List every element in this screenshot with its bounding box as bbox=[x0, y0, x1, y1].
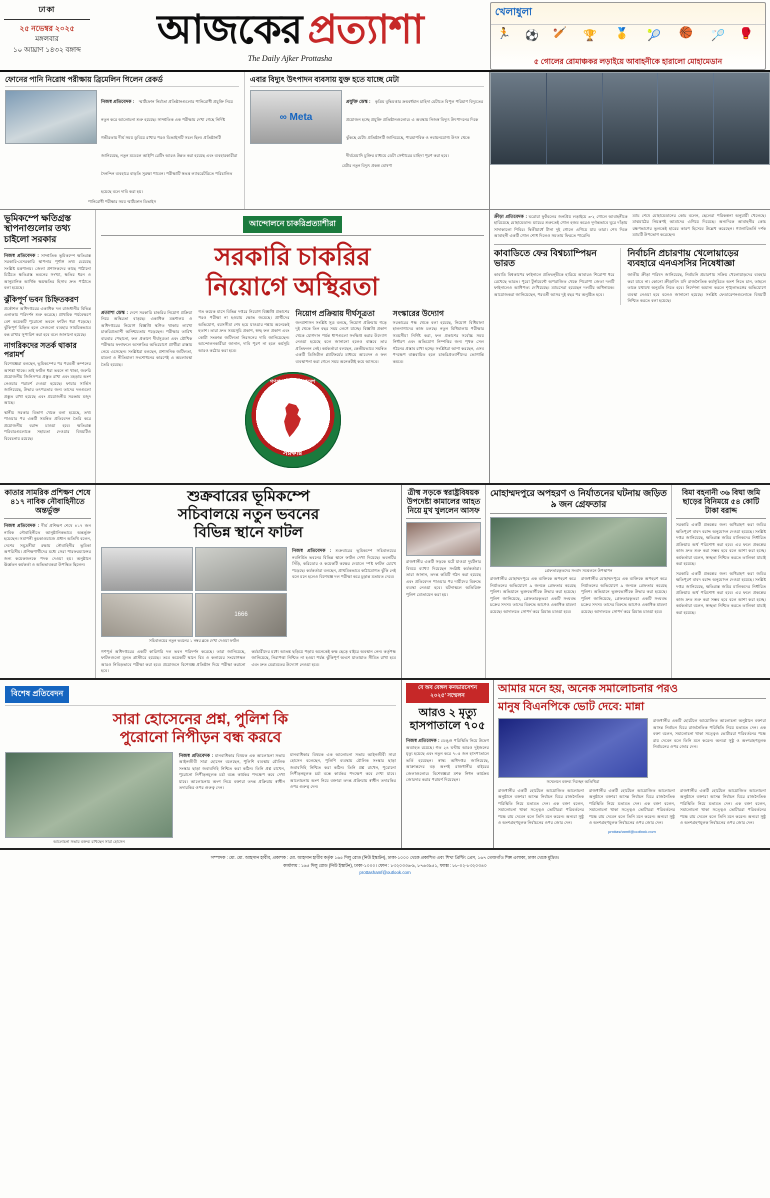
crack-photo-4 bbox=[195, 593, 287, 637]
crack-photo-2 bbox=[195, 547, 287, 591]
mid-center-col-2: গণপূর্ত অধিদপ্তরের একটি কারিগরি দল ভবন পরিদর্শন করেছে। তারা জানিয়েছে, ফাটলগুলো মূলত প্লাস্টারে হয়েছে। তবে কয়েকটি স্থানে বিম ও কলামের সংযোগস্থল আরও নিবিড়ভাবে পরীক্ষা করা হবে। প্রয়োজনে বিশেষজ্ঞ প্রতিষ্ঠান দিয়ে পরীক্ষা করানো হবে। bbox=[101, 648, 246, 674]
sports-news-3-headline[interactable]: নির্বাচনি প্রচারণায় খেলোয়াড়ের ব্যবহারে এনএসসির নিষেধাজ্ঞা bbox=[627, 247, 739, 269]
bottom-right-story[interactable] bbox=[494, 680, 770, 849]
left-column-body-3: বিশেষজ্ঞরা বলছেন, ভূমিকম্পের পর পরবর্তী কম্পনের আশঙ্কা থাকে। তাই ফাটল ধরা ভবনে না থাকা, জরুরি প্রয়োজনীয় জিনিসপত্র প্রস্তুত রাখা এবং মহড়ায় অংশ নেওয়ার পরামর্শ দেওয়া হয়েছে। ফায়ার সার্ভিস জানিয়েছে, উদ্ধার তৎপরতার জন্য তাদের দলগুলো প্রস্তুত রাখা হয়েছে এবং প্রয়োজনীয় সরঞ্জাম মজুদ আছে। bbox=[4, 361, 91, 406]
lead-story bbox=[96, 210, 490, 484]
bottom-left-body-a: মানবাধিকার বিষয়ক এক আলোচনা সভায় আইনজীবী সারা হোসেন বলেছেন, পুলিশি ব্যবস্থায় মৌলিক সংস্কার ছাড়া জবাবদিহি নিশ্চিত করা কঠিন। তিনি প্রশ্ন রাখেন, পুরোনো নিপীড়নমূলক চর্চা বন্ধে কার্যকর পদক্ষেপ কবে দেখা যাবে। আলোচনায় অংশ নিয়ে বক্তারা তদন্ত প্রক্রিয়ায় স্বাধীন তদারকির ওপর গুরুত্ব দেন। bbox=[179, 752, 285, 791]
lead-col-3-body: জনপ্রশাসন সংশ্লিষ্ট সূত্র বলছে, নিয়োগ প্রক্রিয়ায় গড়ে দুই থেকে তিন বছর সময় লেগে যাচ্ছে। বিজ্ঞপ্তি প্রকাশ থেকে যোগদান পর্যন্ত ধাপগুলো সংক্ষিপ্ত করার উদ্যোগ নেওয়া হয়েছে বলে জানানো হলেও বাস্তবে তার প্রতিফলন নেই। কর্মকর্তারা বলছেন, কেন্দ্রীয়ভাবে সমন্বিত একটি ডিজিটাল প্ল্যাটফর্মের মাধ্যমে আবেদন ও ফল ব্যবস্থাপনা করা গেলে সময় অনেকটাই কমে আসবে। bbox=[295, 319, 387, 364]
mid-right-2-headline[interactable]: মোহাম্মদপুরে অপহরণ ও নির্যাতনের ঘটনায় জড়িত ৯ জন গ্রেফতার bbox=[490, 488, 667, 514]
crack-photo-3 bbox=[101, 593, 193, 637]
mid-right-3-headline[interactable]: বিমা বহনানী ৩৬ বিঘা জমি ছাড়ের বিনিময়ে ৫৪ কোটি টাকা বরাদ্দ bbox=[676, 488, 766, 519]
sports-teaser-label: খেলাধুলা bbox=[491, 3, 765, 25]
bottom-center-badge-wrap bbox=[406, 683, 489, 703]
bangladesh-map-icon bbox=[278, 403, 308, 437]
bottom-right-headline-1[interactable]: আমার মনে হয়, অনেক সমালোচনার পরও bbox=[498, 683, 766, 699]
lead-headline-line-2[interactable]: নিয়োগে অস্থিরতা bbox=[206, 272, 379, 301]
mid-right-3-body: সরকারি একটি প্রকল্পের জন্য অধিগ্রহণ করা জমির ক্ষতিপূরণ বাবদ বরাদ্দ অনুমোদন দেওয়া হয়েছে। সংশ্লিষ্ট দপ্তর জানিয়েছে, ক্ষতিগ্রস্ত জমির মালিকদের নির্ধারিত প্রক্রিয়ায় অর্থ পরিশোধ করা হবে। এর ফলে প্রকল্পের কাজ দ্রুত শুরু করা সম্ভব হবে বলে আশা করা হচ্ছে। কর্মকর্তারা বলেন, স্বচ্ছতা নিশ্চিত করতে তালিকা যাচাই করা হয়েছে। bbox=[676, 522, 766, 567]
bottom-right-website[interactable]: prottashamfi@outlook.com bbox=[608, 828, 656, 834]
bottom-right-photo-block bbox=[498, 718, 648, 786]
mid-center-text-1 bbox=[292, 547, 396, 645]
bottom-center-headline-1[interactable]: আরও ২ মৃত্যু bbox=[418, 706, 477, 719]
football-icon: ⚽ bbox=[525, 30, 539, 42]
newspaper-logo bbox=[157, 7, 423, 52]
sports-col-1 bbox=[494, 213, 628, 240]
bottom-left-badge-wrap bbox=[5, 683, 396, 706]
basketball-icon: 🏀 bbox=[679, 27, 693, 39]
bottom-right-body: রাজধানীর একটি হোটেলে আয়োজিত আলোচনা অনুষ্ঠানে বক্তারা আসন্ন নির্বাচন ঘিরে রাজনৈতিক পরিস্থিতি নিয়ে মতামত দেন। এক বক্তা বলেন, সমালোচনা থাকা সত্ত্বেও ভোটাররা পরিবর্তনের পক্ষে রায় দেবেন বলে তিনি মনে করেন। অন্যরা সুষ্ঠু ও অংশগ্রহণমূলক নির্বাচনের ওপর জোর দেন। bbox=[653, 718, 766, 750]
sports-news-2[interactable] bbox=[494, 248, 614, 305]
mid-center-col-3: কর্মচারীদের মধ্যে আতঙ্ক ছড়িয়ে পড়ায় অনেকেই কক্ষ ছেড়ে বাইরে অবস্থান নেন। কর্তৃপক্ষ জানিয়েছে, নিরাপত্তা নিশ্চিত না হওয়া পর্যন্ত ঝুঁকিপূর্ণ অংশে যাতায়াত সীমিত রাখা হবে এবং দ্রুত মেরামতের উদ্যোগ নেওয়া হবে। bbox=[251, 648, 396, 667]
edition-city: ঢাকা bbox=[4, 4, 90, 20]
left-column-sub-2: নাগরিকদের সতর্ক থাকার পরামর্শ bbox=[4, 341, 77, 360]
left-column-body-1: সাম্প্রতিক ভূমিকম্পে ক্ষতিগ্রস্ত সরকারি-বেসরকারি স্থাপনার পূর্ণাঙ্গ তথ্য চেয়েছে সংশ্লিষ্ট মন্ত্রণালয়। জেলা প্রশাসকদের কাছে পাঠানো চিঠিতে ক্ষতিগ্রস্ত ভবনের সংখ্যা, ক্ষতির ধরন ও আনুমানিক আর্থিক ক্ষয়ক্ষতির হিসাব দ্রুত পাঠাতে বলা হয়েছে। bbox=[4, 252, 91, 291]
conference-badge: বে অব বেঙ্গল কনভারসেশন ২০২৫' সম্মেলন bbox=[406, 683, 489, 703]
footer-email[interactable]: prottashamf@outlook.com bbox=[359, 870, 411, 876]
sports-teaser-headline[interactable]: ৫ গোলের রোমাঞ্চকর লড়াইয়ে আবাহনীকে হারালো মোহামেডান bbox=[533, 56, 723, 66]
bottom-right-photo bbox=[498, 718, 648, 778]
top-section bbox=[0, 72, 770, 210]
publication-date: ২৫ নভেম্বর ২০২৫ bbox=[19, 24, 75, 33]
mid-right-2-photo bbox=[490, 517, 667, 567]
tennis-icon: 🎾 bbox=[647, 30, 661, 42]
mid-center-headline-3[interactable]: বিভিন্ন স্থানে ফাটল bbox=[194, 524, 303, 542]
left-column bbox=[0, 210, 96, 484]
mid-right-1-photo bbox=[406, 522, 481, 556]
lead-col-3 bbox=[296, 309, 387, 369]
bottom-right-content bbox=[498, 718, 766, 786]
bottom-right-body-b: রাজধানীর একটি হোটেলে আয়োজিত আলোচনা অনুষ্ঠানে বক্তারা আসন্ন নির্বাচন ঘিরে রাজনৈতিক পরিস্থিতি নিয়ে মতামত দেন। এক বক্তা বলেন, সমালোচনা থাকা সত্ত্বেও ভোটাররা পরিবর্তনের পক্ষে রায় দেবেন বলে তিনি মনে করেন। অন্যরা সুষ্ঠু ও অংশগ্রহণমূলক নির্বাচনের ওপর জোর দেন। bbox=[498, 787, 584, 826]
bottom-right-headline-2[interactable]: মানুষ বিএনপিকে ভোট দেবে: মান্না bbox=[498, 700, 645, 713]
lead-col-1-body: দেশে সরকারি চাকরির নিয়োগ প্রক্রিয়া নিয়ে অস্থিরতা বাড়ছে। একাধিক মন্ত্রণালয় ও অধিদপ্তরের নিয়োগ বিজ্ঞপ্তি স্থগিত থাকায় লাখো চাকরিপ্রত্যাশী অনিশ্চয়তায় পড়েছেন। পরীক্ষার তারিখ বারবার পেছানো, ফল প্রকাশে দীর্ঘসূত্রতা এবং মৌখিক পরীক্ষার ফলাফলে অসঙ্গতির অভিযোগে প্রার্থীরা রাস্তায় নেমে এসেছেন। সংশ্লিষ্টরা বলছেন, প্রশাসনিক জটিলতা, মামলা ও নীতিমালা সংশোধনের কারণেই এ অচলাবস্থা তৈরি হয়েছে। bbox=[101, 309, 193, 367]
sports-byline: ক্রীড়া প্রতিবেদক : bbox=[494, 213, 527, 219]
boxing-icon: 🥊 bbox=[739, 28, 753, 40]
lead-col-4 bbox=[393, 309, 484, 369]
brief-1-photo bbox=[5, 90, 97, 144]
brief-card-2[interactable] bbox=[245, 72, 489, 209]
sports-teaser-decoration bbox=[491, 25, 765, 56]
sports-divider bbox=[494, 244, 766, 245]
lead-headline-line-1[interactable]: সরকারি চাকরির bbox=[214, 242, 371, 271]
mid-center-headline-1[interactable]: শুক্রবারের ভূমিকম্পে bbox=[187, 488, 310, 506]
mid-right-2-cols bbox=[490, 576, 667, 615]
govt-seal-icon bbox=[245, 372, 341, 468]
masthead-dateblock bbox=[4, 2, 90, 70]
sports-news-2-headline[interactable]: কাবাডিতে ফের বিশ্বচ্যাম্পিয়ন ভারত bbox=[494, 247, 597, 269]
bottom-left-content bbox=[5, 752, 396, 846]
bottom-left-headline-1[interactable]: সারা হোসেনের প্রশ্ন, পুলিশ কি bbox=[112, 710, 289, 728]
brief-2-caption: মেটার নতুন বিদ্যুৎ প্রকল্প ঘোষণা bbox=[341, 163, 393, 168]
bottom-left-body-b: মানবাধিকার বিষয়ক এক আলোচনা সভায় আইনজীবী সারা হোসেন বলেছেন, পুলিশি ব্যবস্থায় মৌলিক সংস্কার ছাড়া জবাবদিহি নিশ্চিত করা কঠিন। তিনি প্রশ্ন রাখেন, পুরোনো নিপীড়নমূলক চর্চা বন্ধে কার্যকর পদক্ষেপ কবে দেখা যাবে। আলোচনায় অংশ নিয়ে বক্তারা তদন্ত প্রক্রিয়ায় স্বাধীন তদারকির ওপর গুরুত্ব দেন। bbox=[290, 751, 396, 790]
newspaper-tagline: The Daily Ajker Prottasha bbox=[247, 53, 333, 63]
sports-main-photo-block bbox=[490, 72, 770, 209]
seal-top-text: গণপ্রজাতন্ত্রী বাংলাদেশ bbox=[269, 379, 316, 386]
lead-col-4-body: সরকারের পক্ষ থেকে বলা হয়েছে, নিয়োগ বিধিমালা হালনাগাদের কাজ চলছে। নতুন বিধিমালায় পরীক্ষার সময়সীমা নির্দিষ্ট করা, ফল প্রকাশের সর্বোচ্চ সময় নির্ধারণ এবং অভিযোগ নিষ্পত্তির জন্য পৃথক সেল গঠনের প্রস্তাব রাখা হচ্ছে। সংশ্লিষ্টরা আশা করছেন, এসব পদক্ষেপ বাস্তবায়িত হলে চাকরিপ্রত্যাশীদের ভোগান্তি কমবে। bbox=[392, 319, 484, 364]
mid-center-caption: সচিবালয়ের নতুন ভবনের ১ নম্বর ব্লকে দেখা দেওয়া ফাটল bbox=[149, 638, 239, 644]
left-column-sub-1: ঝুঁকিপূর্ণ ভবন চিহ্নিতকরণ bbox=[4, 294, 79, 304]
left-column-byline: নিজস্ব প্রতিবেদক : bbox=[4, 252, 39, 258]
sports-photo-players bbox=[491, 73, 769, 164]
lead-seal-wrap bbox=[101, 372, 484, 480]
bottom-center-body: ডেঙ্গু পরিস্থিতি নিয়ে উদ্বেগ অব্যাহত রয়েছে। গত ২৪ ঘণ্টায় আরও দুইজনের মৃত্যু হয়েছে এবং নতুন করে ৭০৫ জন হাসপাতালে ভর্তি হয়েছেন। স্বাস্থ্য অধিদপ্তর জানিয়েছে, আক্রান্তদের বড় অংশই রাজধানীর বাইরের জেলাগুলোর। বিশেষজ্ঞরা মশক নিধন কার্যক্রম জোরদার করার পরামর্শ দিয়েছেন। bbox=[406, 738, 490, 783]
lead-kicker: আন্দোলনে চাকরিপ্রত্যাশীরা bbox=[243, 216, 342, 233]
mid-right-story-2[interactable] bbox=[486, 485, 672, 678]
bottom-right-body-d: রাজধানীর একটি হোটেলে আয়োজিত আলোচনা অনুষ্ঠানে বক্তারা আসন্ন নির্বাচন ঘিরে রাজনৈতিক পরিস্থিতি নিয়ে মতামত দেন। এক বক্তা বলেন, সমালোচনা থাকা সত্ত্বেও ভোটাররা পরিবর্তনের পক্ষে রায় দেবেন বলে তিনি মনে করেন। অন্যরা সুষ্ঠু ও অংশগ্রহণমূলক নির্বাচনের ওপর জোর দেন। bbox=[680, 787, 766, 826]
bottom-left-byline: নিজস্ব প্রতিবেদক : bbox=[179, 752, 214, 758]
sports-top-cols bbox=[494, 213, 766, 240]
mid-right-1-headline[interactable]: ত্রীষ্ম সড়কে স্বরাষ্ট্রবিষয়ক উপদেষ্টা কামালের আহত নিয়ে মুখ খুললেন আসফ bbox=[406, 488, 481, 519]
bottom-center-headline-2[interactable]: হাসপাতালে ৭০৫ bbox=[409, 719, 486, 732]
brief-2-body: কৃত্রিম বুদ্ধিমত্তার ক্রমবর্ধমান চাহিদা মেটাতে বিপুল পরিমাণ বিদ্যুতের প্রয়োজন হচ্ছে প্রযুক্তি প্রতিষ্ঠানগুলোর। এ অবস্থায় নিজস্ব বিদ্যুৎ উৎপাদনের দিকে ঝুঁকছে মেটা। প্রতিষ্ঠানটি জানিয়েছে, পারমাণবিক ও নবায়নযোগ্য উৎস থেকে দীর্ঘমেয়াদি চুক্তির মাধ্যমে ডেটা সেন্টারের চাহিদা পূরণ করা হবে। bbox=[346, 99, 484, 158]
sports-main-photo bbox=[490, 72, 770, 165]
footer-line-1: সম্পাদক : মো. মো. আহসান হাবীব, প্রকাশক : মো. আহসান হাবীব কর্তৃক ১৬৫ দিলু রোড (নিউ ইস্কাটন), ঢাকা-১০০০ থেকে প্রকাশিত এবং শিখা প্রিন্টিং প্রেস, ১৬৭ তেজগাঁও শিল্প এলাকা, ঢাকা থেকে মুদ্রিত। bbox=[210, 855, 560, 861]
brief-1-caption: পানিরোধী পরীক্ষার সময় স্মার্টফোন ডিভাইস bbox=[87, 199, 157, 204]
page-footer bbox=[0, 848, 770, 880]
mid-right-2-body-a: রাজধানীর মোহাম্মদপুরে এক ব্যক্তিকে অপহরণ করে নির্যাতনের অভিযোগে ৯ জনকে গ্রেফতার করেছে পুলিশ। অভিযানে ভুক্তভোগীকে উদ্ধার করা হয়েছে। পুলিশ জানিয়েছে, গ্রেফতারকৃতরা একটি সংঘবদ্ধ চক্রের সদস্য। তাদের বিরুদ্ধে আগেও একাধিক মামলা রয়েছে। আদালতে সোপর্দ করে রিমান্ড চাওয়া হবে। bbox=[490, 576, 576, 614]
lead-col-1-byline: প্রত্যাশা ডেস্ক : bbox=[101, 309, 129, 315]
mid-center-text-cols bbox=[101, 649, 396, 675]
lead-kicker-wrap bbox=[101, 213, 484, 236]
mid-right-1-body: রাজধানীর একটি সড়কে ঘটে যাওয়া দুর্ঘটনার বিষয়ে ব্যাখ্যা দিয়েছেন সংশ্লিষ্ট কর্মকর্তারা। তারা জানান, তদন্ত কমিটি গঠন করা হয়েছে এবং প্রতিবেদন পাওয়ার পর দায়ীদের বিরুদ্ধে ব্যবস্থা নেওয়া হবে। ঘটনাস্থলে অতিরিক্ত পুলিশ মোতায়েন করা হয়। bbox=[406, 559, 481, 597]
sports-news-2-body: কাবাডি বিশ্বকাপের ফাইনালে প্রতিদ্বন্দ্বীকে হারিয়ে আবারও শিরোপা ধরে রেখেছে ভারত। পুরো টুর্নামেন্টে অপরাজিত থেকে শিরোপা জেতা দলটি ফাইনালেও আধিপত্য দেখিয়েছে। ম্যাচসেরা হয়েছেন দলটির অধিনায়ক। আয়োজকরা জানিয়েছেন, পরবর্তী আসর দুই বছর পর অনুষ্ঠিত হবে। bbox=[494, 272, 615, 297]
mid-right-story-3[interactable] bbox=[672, 485, 770, 678]
sports-teaser-box[interactable] bbox=[490, 2, 766, 70]
bottom-section bbox=[0, 678, 770, 849]
bottom-right-body-c: রাজধানীর একটি হোটেলে আয়োজিত আলোচনা অনুষ্ঠানে বক্তারা আসন্ন নির্বাচন ঘিরে রাজনৈতিক পরিস্থিতি নিয়ে মতামত দেন। এক বক্তা বলেন, সমালোচনা থাকা সত্ত্বেও ভোটাররা পরিবর্তনের পক্ষে রায় দেবেন বলে তিনি মনে করেন। অন্যরা সুষ্ঠু ও অংশগ্রহণমূলক নির্বাচনের ওপর জোর দেন। bbox=[589, 787, 675, 826]
brief-2-photo bbox=[250, 90, 342, 144]
meta-logo-icon: ∞ Meta bbox=[279, 111, 313, 123]
bottom-left-photo-block bbox=[5, 752, 173, 846]
mid-right-3-body-2: সরকারি একটি প্রকল্পের জন্য অধিগ্রহণ করা জমির ক্ষতিপূরণ বাবদ বরাদ্দ অনুমোদন দেওয়া হয়েছে। সংশ্লিষ্ট দপ্তর জানিয়েছে, ক্ষতিগ্রস্ত জমির মালিকদের নির্ধারিত প্রক্রিয়ায় অর্থ পরিশোধ করা হবে। এর ফলে প্রকল্পের কাজ দ্রুত শুরু করা সম্ভব হবে বলে আশা করা হচ্ছে। কর্মকর্তারা বলেন, স্বচ্ছতা নিশ্চিত করতে তালিকা যাচাই করা হয়েছে। bbox=[676, 570, 766, 615]
bottom-center-byline: নিজস্ব প্রতিবেদক : bbox=[406, 738, 440, 744]
sports-col-2-body: ম্যাচ শেষে মোহামেডানের কোচ বলেন, ছেলেরা পরিকল্পনা অনুযায়ী খেলেছে। মাঝমাঠের নিয়ন্ত্রণই আমাদের এগিয়ে দিয়েছে। অন্যদিকে আবাহনীর কোচ রক্ষণভাগের ভুলকেই হারের কারণ হিসেবে উল্লেখ করেছেন। গ্যালারিভর্তি দর্শক ম্যাচটি উপভোগ করেছেন। bbox=[632, 212, 766, 238]
brief-1-headline[interactable]: ফোনের পানি নিরোধ পরীক্ষায় ব্রিমেলিন গিলেন রেকর্ড bbox=[5, 75, 239, 87]
left-column-body-4: স্থানীয় সরকার বিভাগ থেকে বলা হয়েছে, তথ্য পাওয়ার পর একটি সমন্বিত প্রতিবেদন তৈরি করে প্রয়োজনীয় বরাদ্দ চাওয়া হবে। ক্ষতিগ্রস্ত পরিবারগুলোকে সহায়তা দেওয়ার বিষয়টিও বিবেচনায় রয়েছে। bbox=[4, 409, 91, 441]
bottom-left-text-cols bbox=[179, 752, 396, 846]
badminton-icon: 🏸 bbox=[711, 30, 725, 42]
sports-news-3[interactable] bbox=[620, 248, 766, 305]
mid-center-col-1: শুক্রবারের ভূমিকম্পে সচিবালয়ের নবনির্মিত ভবনের বিভিন্ন স্থানে ফাটল দেখা দিয়েছে। ভবনটির সিঁড়ি, করিডোর ও কয়েকটি কক্ষের দেয়ালে স্পষ্ট ফাটল চোখে পড়েছে। কর্মকর্তারা বলছেন, প্রাথমিকভাবে কাঠামোগত ঝুঁকি নেই বলে মনে হলেও বিশেষজ্ঞ দল পরীক্ষা করে চূড়ান্ত মতামত দেবে। bbox=[292, 548, 396, 580]
brief-1-byline: নিজস্ব প্রতিবেদক : bbox=[101, 99, 135, 104]
brief-2-headline[interactable]: এবার বিদ্যুৎ উৎপাদন ব্যবসায় যুক্ত হতে যাচ্ছে মেটা bbox=[250, 75, 484, 87]
bottom-right-extra-cols bbox=[498, 788, 766, 827]
footer-line-2: কার্যালয় : ১৬৫ দিলু রোড (নিউ ইস্কাটন), ঢাকা-১০০০। ফোন : ৮৩২০৩৩৬-৯, ৮৭৬৩৯৫১, ফ্যাক্স : ৮৮-০২-৮৩২০৩৪০ bbox=[283, 862, 487, 868]
seal-bottom-text: সরকার bbox=[282, 450, 303, 458]
trophy-icon: 🏆 bbox=[583, 30, 597, 42]
sports-col-2 bbox=[633, 213, 767, 240]
mid-right-2-body-b: রাজধানীর মোহাম্মদপুরে এক ব্যক্তিকে অপহরণ করে নির্যাতনের অভিযোগে ৯ জনকে গ্রেফতার করেছে পুলিশ। অভিযানে ভুক্তভোগীকে উদ্ধার করা হয়েছে। পুলিশ জানিয়েছে, গ্রেফতারকৃতরা একটি সংঘবদ্ধ চক্রের সদস্য। তাদের বিরুদ্ধে আগেও একাধিক মামলা রয়েছে। আদালতে সোপর্দ করে রিমান্ড চাওয়া হবে। bbox=[581, 576, 667, 614]
mid-left-byline: নিজস্ব প্রতিবেদক : bbox=[4, 523, 40, 529]
bottom-left-headline-2[interactable]: পুরোনো নিপীড়ন বন্ধ করবে bbox=[119, 728, 282, 746]
cricket-icon: 🏏 bbox=[553, 27, 567, 39]
lead-col-4-sub: সংস্কারের উদ্যোগ bbox=[392, 308, 444, 318]
publication-date-bangla: ১০ আঘ্রাণ ১৪৩২ বঙ্গাব্দ bbox=[13, 47, 81, 55]
mid-left-headline[interactable]: কাতার সামরিক প্রশিক্ষণ শেষে ৪১৭ নাবিক নৌবাহিনীতে অন্তর্ভুক্ত bbox=[4, 488, 91, 519]
left-column-body-2: প্রকৌশল অধিদপ্তরের একাধিক দল রাজধানীর বিভিন্ন এলাকায় পরিদর্শন শুরু করেছে। প্রাথমিক পর্যবেক্ষণে বেশ কয়েকটি পুরোনো ভবনে ফাটল ধরা পড়েছে। ঝুঁকিপূর্ণ চিহ্নিত হলে সেগুলো ব্যবহার সাময়িকভাবে বন্ধ রাখার সুপারিশ করা হবে বলে জানানো হয়েছে। bbox=[4, 305, 91, 337]
lead-col-2 bbox=[198, 309, 289, 369]
arrested-persons-row bbox=[491, 527, 496, 565]
lead-columns bbox=[101, 309, 484, 369]
mid-left-body: দীর্ঘ প্রশিক্ষণ শেষে ৪১৭ জন নাবিক নৌবাহিনীতে আনুষ্ঠানিকভাবে অন্তর্ভুক্ত হয়েছেন। সমাপনী কুচকাওয়াজে প্রধান অতিথি বলেন, দেশের সমুদ্রসীমা রক্ষায় নৌবাহিনীর ভূমিকা অপরিসীম। প্রশিক্ষণার্থীদের মধ্যে সেরা পারফরম্যান্সের জন্য কয়েকজনকে পদক দেওয়া হয়। অনুষ্ঠানে ঊর্ধ্বতন কর্মকর্তা ও অভিভাবকরা উপস্থিত ছিলেন। bbox=[4, 523, 92, 568]
mid-center-headline-2[interactable]: সচিবালয়ে নতুন ভবনের bbox=[177, 506, 320, 524]
bottom-left-caption: আলোচনা সভায় বক্তব্য রাখছেন সারা হোসেন bbox=[53, 838, 125, 844]
top-briefs bbox=[0, 72, 490, 209]
brief-card-1[interactable] bbox=[0, 72, 245, 209]
mid-left-story[interactable] bbox=[0, 485, 96, 678]
runner-icon: 🏃 bbox=[497, 28, 511, 40]
lead-col-1 bbox=[101, 309, 192, 369]
logo-word-1: আজকের bbox=[157, 7, 302, 52]
bottom-left-photo bbox=[5, 752, 173, 838]
mid-section bbox=[0, 483, 770, 678]
sports-news-3-body: জাতীয় ক্রীড়া পরিষদ জানিয়েছে, নির্বাচনি প্রচারণায় সক্রিয় খেলোয়াড়দের ব্যবহার করা যাবে না। কোনো ক্রীড়াবিদ যদি রাজনৈতিক কর্মসূচিতে অংশ নিতে চান, তাহলে তাকে যথাযথ অনুমতি নিতে হবে। নির্দেশনা অমান্য করলে শৃঙ্খলাভঙ্গের অভিযোগে ব্যবস্থা নেওয়া হবে বলেও জানানো হয়েছে। সংশ্লিষ্ট ফেডারেশনগুলোকে বিষয়টি নিশ্চিত করতে বলা হয়েছে। bbox=[627, 272, 766, 304]
sports-bottom-cols bbox=[494, 248, 766, 305]
mid-center-photo-block bbox=[101, 547, 287, 645]
sports-column bbox=[490, 210, 770, 484]
medal-icon: 🥇 bbox=[615, 28, 629, 40]
bottom-right-caption: সম্মেলনে বক্তব্য দিচ্ছেন অতিথিরা bbox=[546, 779, 600, 785]
mid-center-content bbox=[101, 547, 396, 645]
bottom-center-story[interactable] bbox=[402, 680, 494, 849]
room-number-label: 1666 bbox=[234, 612, 248, 619]
special-report-badge: বিশেষ প্রতিবেদন bbox=[5, 686, 69, 703]
publication-weekday: মঙ্গলবার bbox=[35, 36, 59, 44]
brief-2-byline: প্রযুক্তি ডেস্ক : bbox=[346, 99, 371, 104]
lead-col-2-body: গত কয়েক মাসে বিভিন্ন দপ্তরে নিয়োগ বিজ্ঞপ্তি প্রকাশের পরও পরীক্ষা না হওয়ায় ক্ষোভ জমেছে। প্রার্থীদের অভিযোগ, বয়সসীমা শেষ হয়ে যাওয়ার শঙ্কায় অনেকেই হতাশ। তারা দ্রুত সময়সূচি প্রকাশ, স্বচ্ছ ফল প্রকাশ এবং কোটা সংক্রান্ত জটিলতা নিরসনের দাবি জানিয়েছেন। আন্দোলনকারীরা জানান, দাবি পূরণ না হলে কর্মসূচি আরও কঠোর করা হবে। bbox=[198, 308, 290, 353]
left-column-headline[interactable]: ভূমিকম্পে ক্ষতিগ্রস্ত স্থাপনাগুলোর তথ্য চাইলো সরকার bbox=[4, 213, 91, 249]
masthead bbox=[0, 0, 770, 72]
main-body bbox=[0, 210, 770, 484]
masthead-title-block bbox=[90, 2, 490, 70]
bottom-left-feature[interactable] bbox=[0, 680, 402, 849]
mid-right-story-1[interactable] bbox=[402, 485, 486, 678]
sports-col-1-body: ঘরোয়া ফুটবলের জনপ্রিয় লড়াইয়ে ৩-২ গোলে আবাহনীকে হারিয়েছে মোহামেডান। ম্যাচের শুরুতেই গোল হজম করেও দুর্দান্তভাবে ঘুরে দাঁড়ায় সাদাকালো শিবির। দ্বিতীয়ার্ধে টানা দুই গোলে এগিয়ে যায় তারা। শেষ দিকে আবাহনী একটি গোল শোধ দিলেও সমতায় ফিরতে পারেনি। bbox=[494, 213, 628, 239]
logo-word-2: প্রত্যাশা bbox=[307, 7, 423, 52]
mid-center-byline: নিজস্ব প্রতিবেদক : bbox=[292, 548, 332, 554]
brief-1-body: স্মার্টফোন নির্মাতা প্রতিষ্ঠানগুলোর পানিরোধী প্রযুক্তি নিয়ে নতুন করে আলোচনা শুরু হয়েছে। সাম্প্রতিক এক পরীক্ষায় দেখা গেছে নির্দিষ্ট গভীরতায় দীর্ঘ সময় ডুবিয়ে রাখার পরও ডিভাইসটি সচল ছিল। প্রতিষ্ঠানটি জানিয়েছে, নতুন মডেলে আইপি রেটিং আরও উন্নত করা হয়েছে এবং ব্যবহারকারীরা দৈনন্দিন ব্যবহারে বাড়তি সুরক্ষা পাবেন। পরীক্ষাটি স্বতন্ত্র ল্যাবরেটরিতে পরিচালিত হয়েছে বলে দাবি করা হয়। bbox=[101, 99, 238, 194]
mid-right-2-caption: গ্রেফতারকৃতদের সংবাদ সম্মেলনে উপস্থাপন bbox=[544, 567, 613, 573]
lead-col-3-sub: নিয়োগ প্রক্রিয়ায় দীর্ঘসূত্রতা bbox=[295, 308, 375, 318]
mid-center-story[interactable] bbox=[96, 485, 402, 678]
crack-photo-1 bbox=[101, 547, 193, 591]
